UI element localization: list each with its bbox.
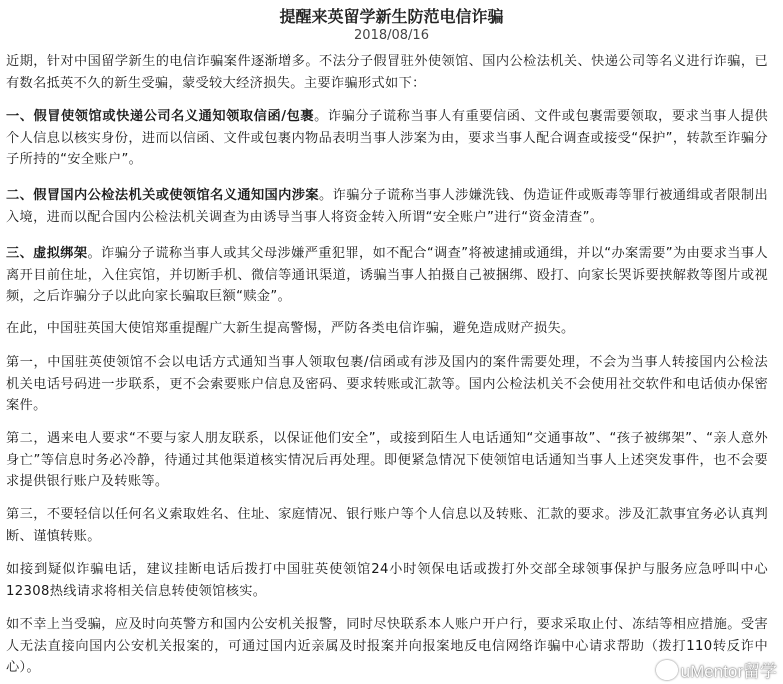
watermark-text: uMentor留学 bbox=[680, 662, 777, 681]
point3-paragraph: 第三，不要轻信以任何名义索取姓名、住址、家庭情况、银行账户等个人信息以及转账、汇款的要求。涉及汇款事宜务必认真判断、谨慎转账。 bbox=[6, 507, 768, 544]
scam3-paragraph bbox=[6, 243, 768, 308]
intro-paragraph: 近期，针对中国留学新生的电信诈骗案件逐渐增多。不法分子假冒驻外使领馆、国内公检法机关、快递公司等名义进行诈骗，已有数名抵英不久的新生受骗，蒙受较大经济损失。主要诈骗形式如下： bbox=[6, 54, 768, 91]
scam3-text: 。诈骗分子谎称当事人或其父母涉嫌严重犯罪，如不配合“调查”将被逮捕或通缉，并以“办案需要”为由要求当事人离开目前住址，入住宾馆，并切断手机、微信等通讯渠道，诱骗当事人拍摄自己被捆绑、殴打、向家长哭诉要挟解救等图片或视频，之后诈骗分子以此向家长骗取巨额“赎金”。 bbox=[6, 246, 768, 304]
point1-paragraph: 第一，中国驻英使领馆不会以电话方式通知当事人领取包裹/信函或有涉及国内的案件需要处理，不会为当事人转接国内公检法机关电话号码进一步联系，更不会索要账户信息及密码、要求转账或汇款等。国内公检法机关不会使用社交软件和电话侦办保密案件。 bbox=[6, 355, 768, 413]
suspect-paragraph: 如接到疑似诈骗电话，建议挂断电话后拨打中国驻英使领馆24小时领保电话或拨打外交部全球领事保护与服务应急呼叫中心12308热线请求将相关信息转使领馆核实。 bbox=[6, 562, 768, 599]
scam3-heading: 三、虚拟绑架 bbox=[6, 246, 88, 261]
scam2-paragraph bbox=[6, 185, 768, 228]
scam1-heading: 一、假冒使领馆或快递公司名义通知领取信函/包裹 bbox=[6, 109, 315, 124]
reminder-paragraph: 在此，中国驻英国大使馆郑重提醒广大新生提高警惕，严防各类电信诈骗，避免造成财产损失。 bbox=[6, 321, 575, 336]
victim-paragraph: 如不幸上当受骗，应及时向英警方和国内公安机关报警，同时尽快联系本人账户开户行，要求采取止付、冻结等相应措施。受害人无法直接向国内公安机关报案的，可通过国内近亲属及时报案并向报案地反电信网络诈骗中心请求帮助（拨打110转反诈中心）。 bbox=[6, 617, 768, 675]
watermark bbox=[656, 657, 777, 682]
point2-paragraph: 第二，遇来电人要求“不要与家人朋友联系，以保证他们安全”，或接到陌生人电话通知“交通事故”、“孩子被绑架”、“亲人意外身亡”等信息时务必冷静，待通过其他渠道核实情况后再处理。即便紧急情况下使领馆电话通知当事人上述突发事件，也不会要求提供银行账户及转账等。 bbox=[6, 431, 768, 489]
scam1-paragraph bbox=[6, 106, 768, 171]
scam2-heading: 二、假冒国内公检法机关或使领馆名义通知国内涉案 bbox=[6, 188, 319, 203]
article-date: 2018/08/16 bbox=[354, 28, 429, 43]
scam2-text: 。诈骗分子谎称当事人涉嫌洗钱、伪造证件或贩毒等罪行被通缉或者限制出入境，进而以配合国内公检法机关调查为由诱导当事人将资金转入所谓“安全账户”进行“资金清查”。 bbox=[6, 188, 768, 225]
scam1-text: 。诈骗分子谎称当事人有重要信函、文件或包裹需要领取，要求当事人提供个人信息以核实身份，进而以信函、文件或包裹内物品表明当事人涉案为由，要求当事人配合调查或接受“保护”，转款至诈骗分子所持的“安全账户”。 bbox=[6, 109, 768, 167]
article-title: 提醒来英留学新生防范电信诈骗 bbox=[279, 7, 504, 26]
weibo-logo-icon bbox=[656, 660, 678, 680]
